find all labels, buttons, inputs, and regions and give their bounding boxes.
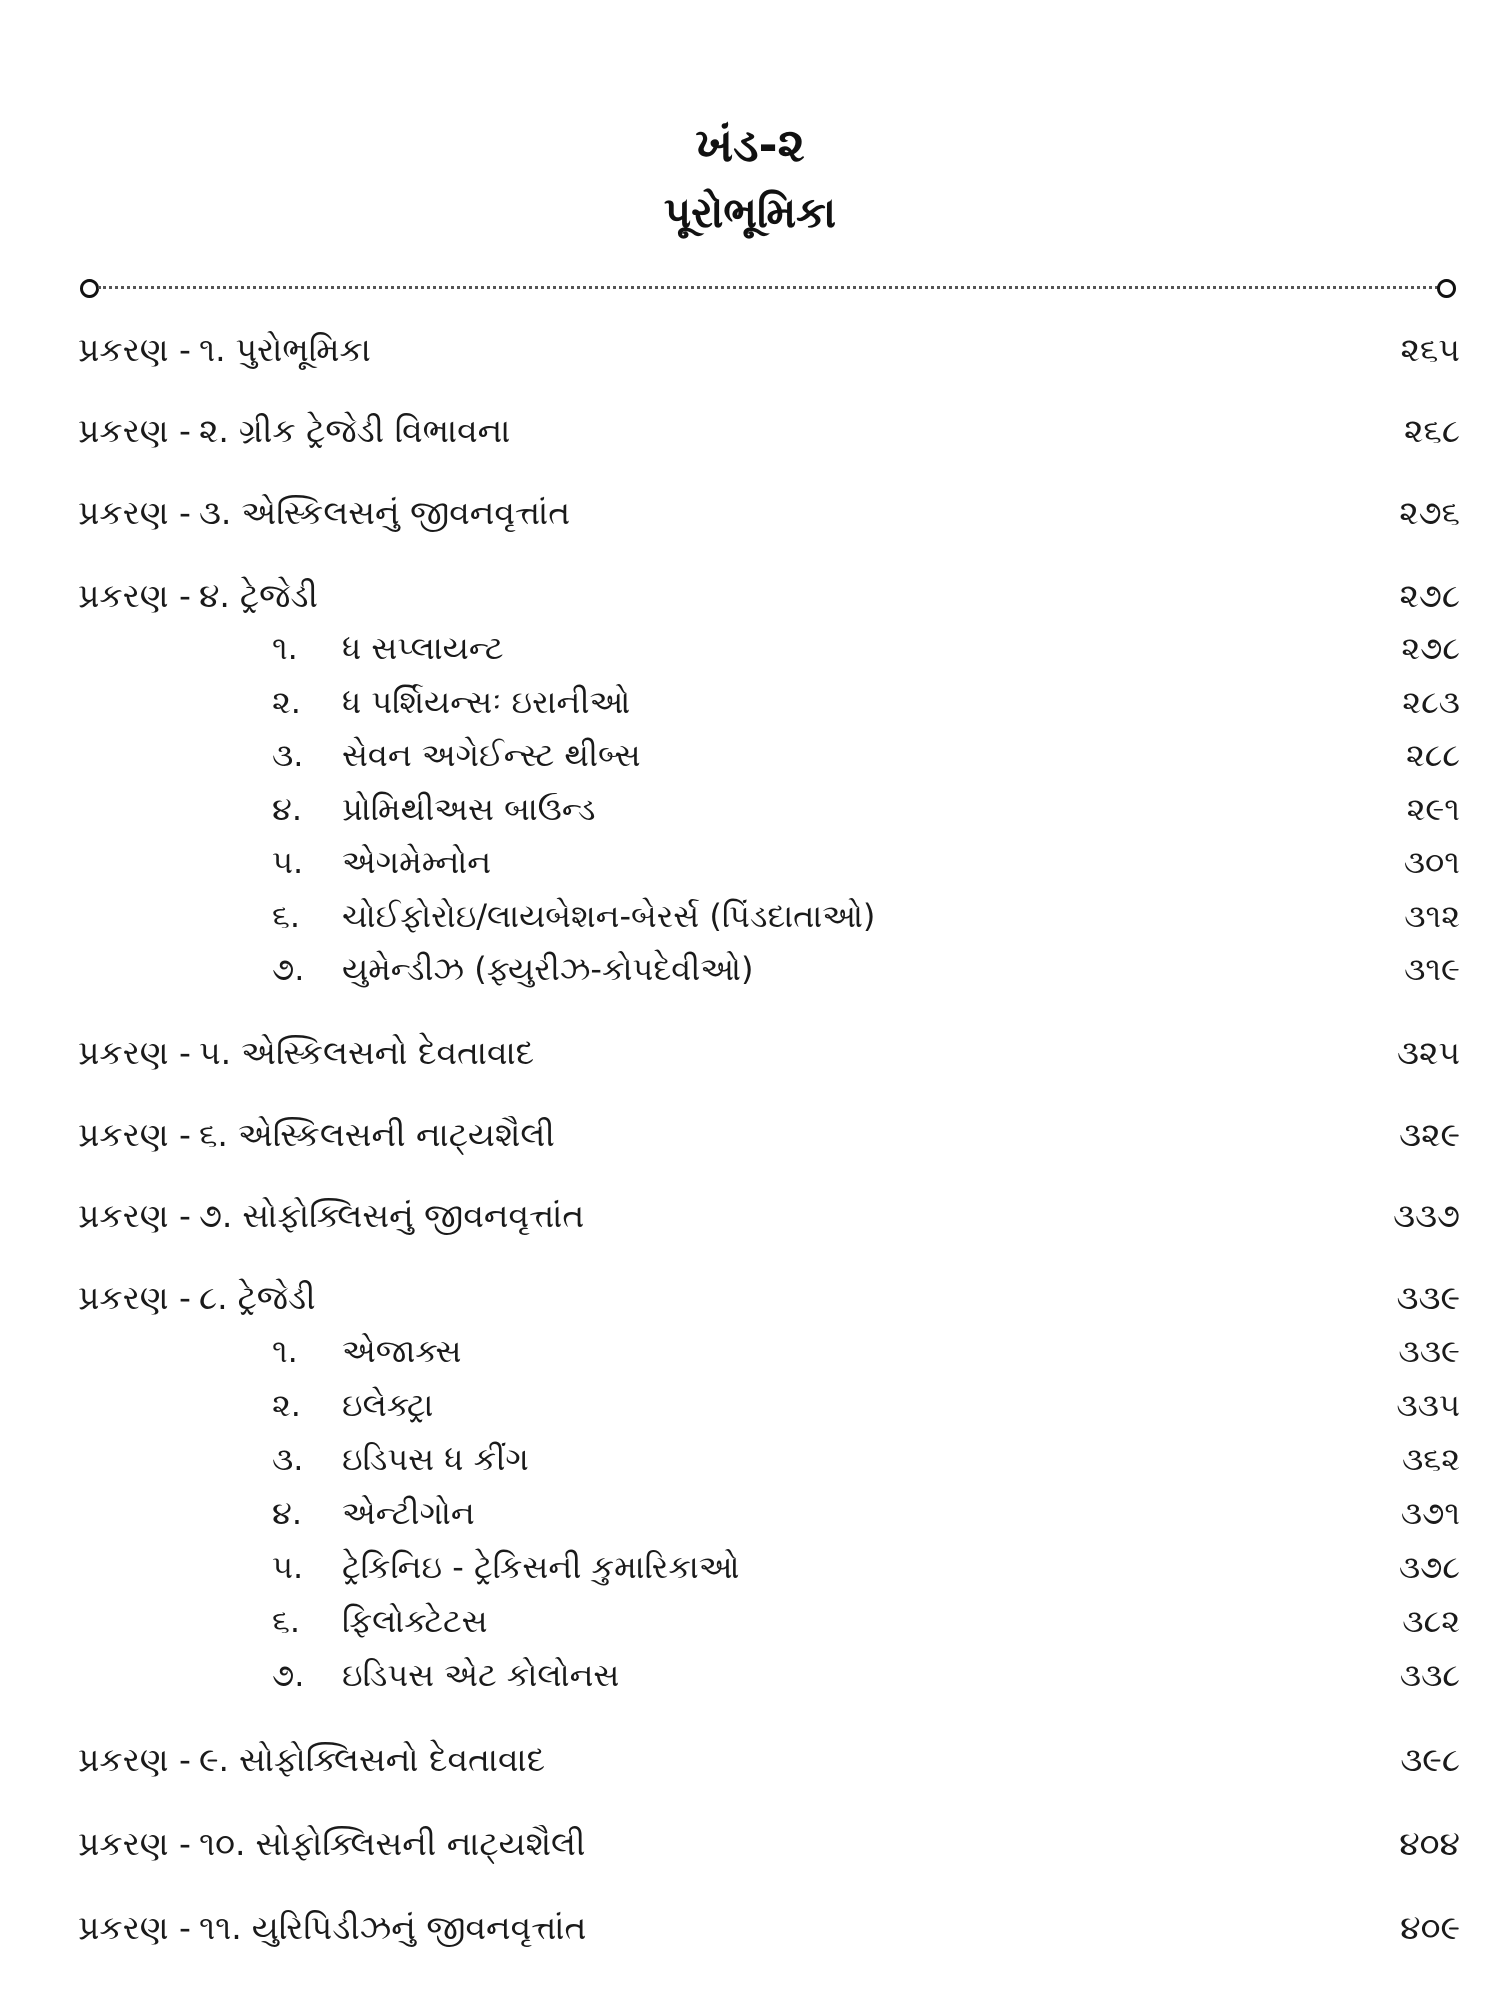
toc-subitem[interactable] — [272, 894, 1460, 938]
chapter-prefix: પ્રકરણ - — [78, 330, 191, 369]
page-number: ૩૧૯ — [1404, 950, 1460, 988]
toc-subitem[interactable] — [272, 626, 1460, 670]
subitem-title: ધ પર્શિયન્સઃ ઇરાનીઓ — [342, 683, 631, 721]
toc-chapter-10[interactable] — [78, 1821, 1460, 1867]
page-number: ૩૨૯ — [1399, 1115, 1460, 1154]
chapter-prefix: પ્રકરણ - — [78, 1278, 191, 1317]
page-number: ૨૭૮ — [1399, 576, 1460, 615]
toc-chapter-8[interactable] — [78, 1275, 1460, 1321]
chapter-prefix: પ્રકરણ - — [78, 1033, 191, 1072]
page-number: ૩૧૨ — [1404, 897, 1460, 935]
chapter-title: એસ્કિલસનો દેવતાવાદ — [241, 1033, 535, 1072]
page-number: ૪૦૯ — [1400, 1908, 1460, 1947]
subitem-number: ૬. — [272, 1602, 301, 1640]
subitem-number: ૧. — [272, 629, 298, 667]
page-number: ૩૦૧ — [1403, 843, 1460, 881]
toc-subitem[interactable] — [272, 1653, 1460, 1697]
subitem-number: ૩. — [272, 1440, 304, 1478]
subitem-title: એન્ટીગોન — [342, 1494, 475, 1532]
chapter-number: ૪. — [198, 576, 230, 615]
page-number: ૩૩૫ — [1396, 1386, 1460, 1424]
chapter-title: પુરોભૂમિકા — [235, 330, 371, 369]
subitem-title: એજાક્સ — [342, 1332, 462, 1370]
chapter-title: ટ્રેજેડી — [237, 1278, 316, 1317]
chapter-number: ૯. — [198, 1740, 229, 1779]
toc-chapter-1[interactable] — [78, 327, 1460, 373]
section-title: ખંડ-૨ — [695, 118, 805, 172]
page-number: ૩૭૧ — [1400, 1494, 1460, 1532]
page-number: ૨૮૮ — [1406, 736, 1460, 774]
ornamental-rule — [80, 278, 1456, 298]
page-number: ૨૭૬ — [1399, 493, 1460, 532]
subitem-number: ૩. — [272, 736, 304, 774]
toc-chapter-4[interactable] — [78, 573, 1460, 619]
page-number: ૨૯૧ — [1406, 790, 1460, 828]
chapter-number: ૨. — [198, 411, 229, 450]
rule-line — [98, 286, 1438, 289]
subitem-title: ઇડિપસ એટ કોલોનસ — [342, 1656, 620, 1694]
chapter-number: ૭. — [198, 1196, 233, 1235]
toc-subitem[interactable] — [272, 1491, 1460, 1535]
subitem-title: યુમેન્ડીઝ (ફ્યુરીઝ-કોપદેવીઓ) — [342, 950, 754, 988]
toc-chapter-3[interactable] — [78, 490, 1460, 536]
subitem-title: ચોઈફોરોઇ/લાયબેશન-બેરર્સ (પિંડદાતાઓ) — [342, 897, 876, 935]
toc-subitem[interactable] — [272, 733, 1460, 777]
chapter-title: સોફોક્લિસનો દેવતાવાદ — [238, 1740, 546, 1779]
subitem-title: ધ સપ્લાયન્ટ — [342, 629, 504, 667]
chapter-prefix: પ્રકરણ - — [78, 411, 191, 450]
toc-chapter-11[interactable] — [78, 1905, 1460, 1951]
subitem-number: ૭. — [272, 1656, 305, 1694]
toc-subitem[interactable] — [272, 1329, 1460, 1373]
chapter-number: ૬. — [198, 1115, 228, 1154]
subitem-title: ઇલેક્ટ્રા — [342, 1386, 434, 1424]
toc-subitem[interactable] — [272, 1545, 1460, 1589]
chapter-prefix: પ્રકરણ - — [78, 1115, 191, 1154]
chapter-prefix: પ્રકરણ - — [78, 493, 191, 532]
chapter-prefix: પ્રકરણ - — [78, 1908, 191, 1947]
toc-subitem[interactable] — [272, 840, 1460, 884]
toc-chapter-5[interactable] — [78, 1030, 1460, 1076]
chapter-number: ૮. — [198, 1278, 228, 1317]
toc-subitem[interactable] — [272, 787, 1460, 831]
toc-subitem[interactable] — [272, 1437, 1460, 1481]
toc-subitem[interactable] — [272, 680, 1460, 724]
subitem-number: ૨. — [272, 1386, 301, 1424]
page-number: ૪૦૪ — [1399, 1824, 1460, 1863]
page-number: ૨૬૫ — [1400, 330, 1460, 369]
page-number: ૩૯૮ — [1400, 1740, 1460, 1779]
subitem-number: ૪. — [272, 1494, 303, 1532]
page-number: ૩૩૯ — [1396, 1278, 1460, 1317]
toc-chapter-6[interactable] — [78, 1112, 1460, 1158]
subitem-title: ફિલોક્ટેટસ — [342, 1602, 488, 1640]
subitem-title: ટ્રેકિનિઇ - ટ્રેકિસની કુમારિકાઓ — [342, 1548, 740, 1586]
page-number: ૩૮૨ — [1402, 1602, 1460, 1640]
subitem-number: ૭. — [272, 950, 305, 988]
toc-subitem[interactable] — [272, 947, 1460, 991]
subitem-title: એગમેમ્નોન — [342, 843, 492, 881]
subitem-title: સેવન અગેઈન્સ્ટ થીબ્સ — [342, 736, 641, 774]
page-number: ૨૭૮ — [1401, 629, 1460, 667]
subitem-number: ૫. — [272, 843, 304, 881]
page-number: ૩૨૫ — [1396, 1033, 1460, 1072]
chapter-prefix: પ્રકરણ - — [78, 1196, 191, 1235]
toc-subitem[interactable] — [272, 1383, 1460, 1427]
subitem-number: ૨. — [272, 683, 301, 721]
chapter-number: ૧૧. — [198, 1908, 242, 1947]
toc-chapter-2[interactable] — [78, 408, 1460, 454]
chapter-number: ૩. — [198, 493, 232, 532]
page-number: ૩૩૮ — [1399, 1656, 1460, 1694]
chapter-number: ૫. — [198, 1033, 232, 1072]
chapter-title: સોફોક્લિસનું જીવનવૃત્તાંત — [242, 1196, 585, 1235]
chapter-number: ૧૦. — [198, 1824, 246, 1863]
chapter-prefix: પ્રકરણ - — [78, 1740, 191, 1779]
chapter-title: એસ્કિલસનું જીવનવૃત્તાંત — [241, 493, 571, 532]
chapter-prefix: પ્રકરણ - — [78, 576, 191, 615]
chapter-number: ૧. — [198, 330, 226, 369]
rule-end-dot-left — [80, 279, 99, 298]
page-number: ૨૬૮ — [1403, 411, 1460, 450]
chapter-prefix: પ્રકરણ - — [78, 1824, 191, 1863]
page-number: ૩૩૯ — [1398, 1332, 1460, 1370]
toc-subitem[interactable] — [272, 1599, 1460, 1643]
chapter-title: ગ્રીક ટ્રેજેડી વિભાવના — [238, 411, 511, 450]
chapter-title: સોફોક્લિસની નાટ્યશૈલી — [255, 1824, 586, 1863]
chapter-title: યુરિપિડીઝનું જીવનવૃત્તાંત — [251, 1908, 587, 1947]
page-number: ૩૬૨ — [1401, 1440, 1460, 1478]
subitem-title: પ્રોમિથીઅસ બાઉન્ડ — [342, 790, 596, 828]
chapter-title: એસ્કિલસની નાટ્યશૈલી — [237, 1115, 555, 1154]
section-subtitle: પૂરોભૂમિકા — [663, 188, 837, 237]
subitem-title: ઇડિપસ ધ કીંગ — [342, 1440, 529, 1478]
chapter-title: ટ્રેજેડી — [239, 576, 318, 615]
rule-end-dot-right — [1437, 279, 1456, 298]
subitem-number: ૫. — [272, 1548, 304, 1586]
subitem-number: ૪. — [272, 790, 303, 828]
subitem-number: ૧. — [272, 1332, 298, 1370]
subitem-number: ૬. — [272, 897, 301, 935]
page-number: ૩૭૮ — [1398, 1548, 1460, 1586]
page-number: ૩૩૭ — [1393, 1196, 1460, 1235]
page-number: ૨૮૩ — [1402, 683, 1460, 721]
toc-chapter-9[interactable] — [78, 1737, 1460, 1783]
toc-chapter-7[interactable] — [78, 1193, 1460, 1239]
